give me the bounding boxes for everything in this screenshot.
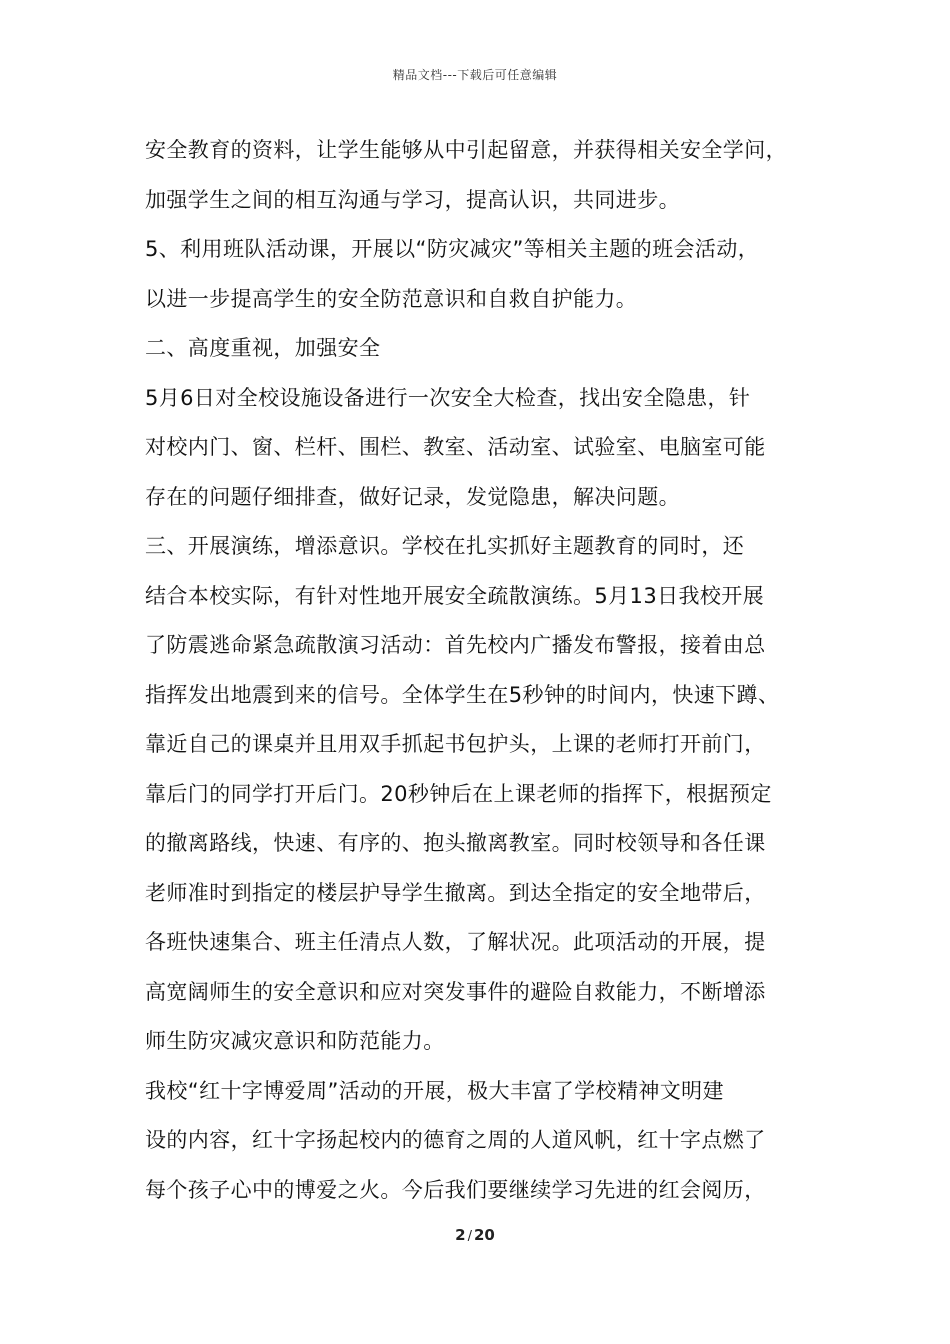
text-line: 以进一步提高学生的安全防范意识和自救自护能力。 — [145, 286, 638, 311]
text-line: 5月6日对全校设施设备进行一次安全大检查，找出安全隐患，针 — [145, 385, 751, 410]
text-line: 设的内容，红十字扬起校内的德育之周的人道风帆，红十字点燃了 — [145, 1128, 766, 1152]
text-line: 结合本校实际，有针对性地开展安全疏散演练。5月13日我校开展 — [145, 583, 765, 608]
text-line: 师生防灾减灾意识和防范能力。 — [145, 1029, 445, 1053]
text-line: 存在的问题仔细排查，做好记录，发觉隐患，解决问题。 — [145, 484, 680, 509]
text-line: 5、利用班队活动课，开展以“防灾减灾”等相关主题的班会活动， — [145, 237, 760, 261]
text-line: 靠后门的同学打开后门。20秒钟后在上课老师的指挥下，根据预定 — [145, 781, 772, 806]
section-heading: 二、高度重视，加强安全 — [145, 336, 381, 360]
text-line: 的撤离路线，快速、有序的、抱头撤离教室。同时校领导和各任课 — [145, 831, 766, 855]
text-line: 了防震逃命紧急疏散演习活动：首先校内广播发布警报，接着由总 — [145, 633, 766, 657]
text-line: 对校内门、窗、栏杆、围栏、教室、活动室、试验室、电脑室可能 — [145, 435, 766, 459]
page-separator: / — [467, 1229, 472, 1244]
document-body — [145, 126, 825, 1215]
text-line: 指挥发出地震到来的信号。全体学生在5秒钟的时间内，快速下蹲、 — [145, 682, 780, 707]
text-line: 每个孩子心中的博爱之火。今后我们要继续学习先进的红会阅历， — [145, 1177, 766, 1202]
text-line: 靠近自己的课桌并且用双手抓起书包护头，上课的老师打开前门， — [145, 732, 766, 756]
text-line: 加强学生之间的相互沟通与学习，提高认识，共同进步。 — [145, 187, 680, 212]
text-line: 各班快速集合、班主任清点人数，了解状况。此项活动的开展，提 — [145, 930, 766, 954]
text-line: 高宽阔师生的安全意识和应对突发事件的避险自救能力，不断增添 — [145, 979, 766, 1004]
text-line: 三、开展演练，增添意识。学校在扎实抓好主题教育的同时，还 — [145, 534, 745, 558]
current-page: 2 — [455, 1226, 466, 1244]
page-number — [0, 1226, 950, 1244]
page-header: 精品文档---下载后可任意编辑 — [392, 68, 558, 82]
text-line: 老师准时到指定的楼层护导学生撤离。到达全指定的安全地带后， — [145, 880, 766, 905]
total-pages: 20 — [473, 1226, 495, 1244]
text-line: 我校“红十字博爱周”活动的开展，极大丰富了学校精神文明建 — [145, 1078, 724, 1103]
text-line: 安全教育的资料，让学生能够从中引起留意，并获得相关安全学问， — [145, 138, 787, 162]
